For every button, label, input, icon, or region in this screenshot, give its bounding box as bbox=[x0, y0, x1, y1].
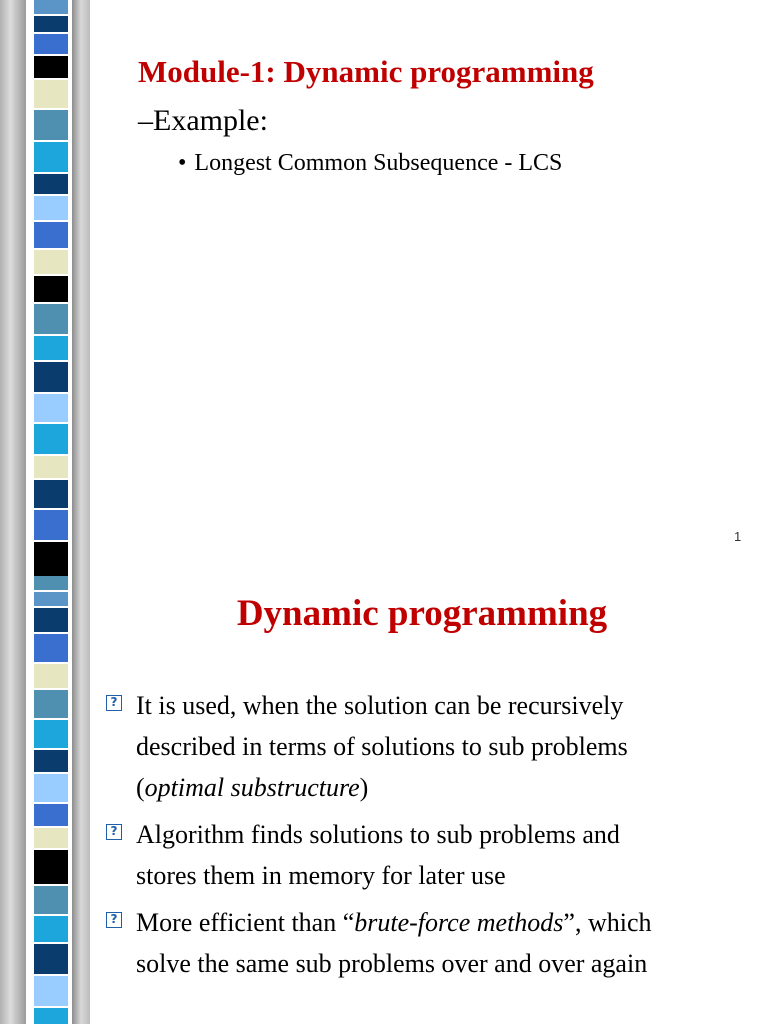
decorative-stripe bbox=[34, 510, 68, 540]
bullet-line: solve the same sub problems over and over again bbox=[136, 949, 648, 978]
decorative-stripe bbox=[34, 850, 68, 884]
decorative-stripe bbox=[34, 196, 68, 220]
paren-close: ) bbox=[359, 773, 369, 802]
decorative-stripe bbox=[34, 542, 68, 576]
question-box-icon: ? bbox=[106, 824, 122, 840]
decorative-stripe-column bbox=[26, 576, 72, 1024]
slide-subheading: –Example: bbox=[138, 104, 268, 137]
question-box-icon: ? bbox=[106, 695, 122, 711]
decorative-stripe bbox=[34, 690, 68, 718]
question-box-icon: ? bbox=[106, 912, 122, 928]
decorative-stripe bbox=[34, 804, 68, 826]
bullet-text: Longest Common Subsequence - LCS bbox=[194, 150, 563, 176]
decorative-stripe-column bbox=[26, 0, 72, 576]
decorative-stripe bbox=[34, 828, 68, 848]
decorative-stripe bbox=[34, 304, 68, 334]
decorative-stripe bbox=[34, 362, 68, 392]
decorative-stripe bbox=[34, 424, 68, 454]
decorative-stripe bbox=[34, 750, 68, 772]
italic-term: brute-force methods bbox=[354, 908, 564, 937]
decorative-stripe bbox=[34, 110, 68, 140]
bullet-line: Algorithm finds solutions to sub problems and bbox=[136, 820, 620, 849]
bullet-line: described in terms of solutions to sub problems bbox=[136, 732, 628, 761]
text-segment: ”, which bbox=[563, 908, 652, 937]
bullet-item bbox=[106, 685, 756, 808]
decorative-stripe bbox=[34, 394, 68, 422]
bullet-item bbox=[178, 150, 562, 177]
decorative-stripe bbox=[34, 916, 68, 942]
decorative-stripe bbox=[34, 276, 68, 302]
text-segment: More efficient than “ bbox=[136, 908, 355, 937]
page-number: 1 bbox=[734, 529, 742, 544]
decorative-stripe bbox=[34, 56, 68, 78]
decorative-stripe bbox=[34, 944, 68, 974]
bullet-item bbox=[106, 814, 756, 896]
decorative-stripe bbox=[34, 1008, 68, 1024]
decorative-stripe bbox=[34, 174, 68, 194]
left-border-gradient bbox=[0, 0, 26, 576]
decorative-stripe bbox=[34, 664, 68, 688]
paren-open: ( bbox=[136, 773, 145, 802]
decorative-stripe bbox=[34, 34, 68, 54]
decorative-stripe bbox=[34, 0, 68, 14]
stripe-shadow-edge bbox=[72, 576, 90, 1024]
bullet-dot: • bbox=[178, 150, 187, 176]
bullet-line bbox=[136, 767, 756, 808]
left-border-gradient bbox=[0, 576, 26, 1024]
decorative-stripe bbox=[34, 576, 68, 590]
bullet-line bbox=[136, 902, 756, 943]
decorative-stripe bbox=[34, 774, 68, 802]
decorative-stripe bbox=[34, 456, 68, 478]
decorative-stripe bbox=[34, 480, 68, 508]
decorative-stripe bbox=[34, 16, 68, 32]
decorative-stripe bbox=[34, 886, 68, 914]
slide-title: Dynamic programming bbox=[236, 593, 608, 634]
decorative-stripe bbox=[34, 142, 68, 172]
decorative-stripe bbox=[34, 720, 68, 748]
decorative-stripe bbox=[34, 336, 68, 360]
bullet-line: stores them in memory for later use bbox=[136, 861, 506, 890]
stripe-shadow-edge bbox=[72, 0, 90, 576]
slide-2 bbox=[0, 576, 768, 1024]
bullet-item bbox=[106, 902, 756, 984]
slide-title: Module-1: Dynamic programming bbox=[138, 54, 594, 89]
italic-term: optimal substructure bbox=[144, 773, 360, 802]
decorative-stripe bbox=[34, 976, 68, 1006]
decorative-stripe bbox=[34, 250, 68, 274]
decorative-stripe bbox=[34, 634, 68, 662]
decorative-stripe bbox=[34, 80, 68, 108]
bullet-line: It is used, when the solution can be recursively bbox=[136, 691, 624, 720]
decorative-stripe bbox=[34, 222, 68, 248]
